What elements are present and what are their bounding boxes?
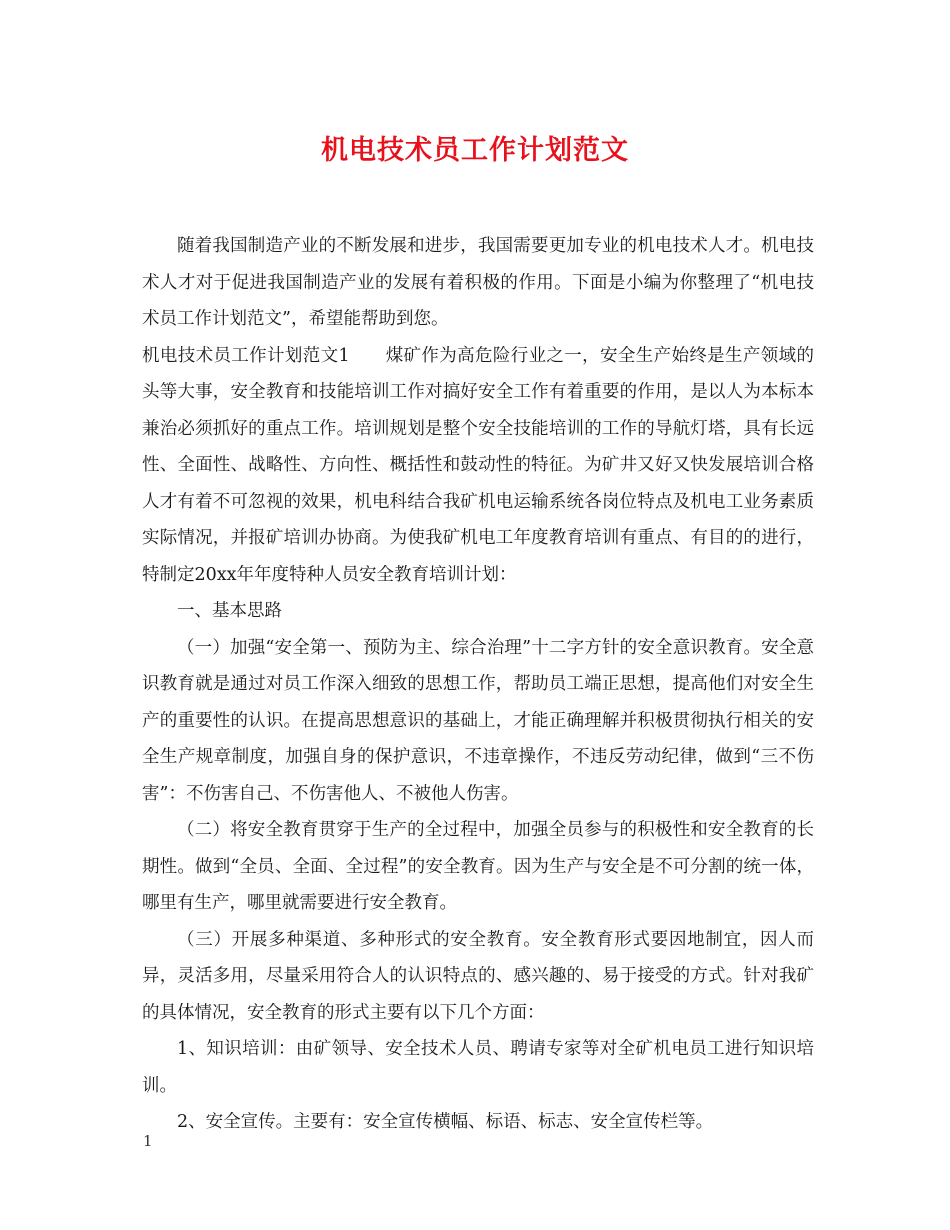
section-paragraph: 机电技术员工作计划范文1 煤矿作为高危险行业之一，安全生产始终是生产领域的头等大事，安全教育和技能培训工作对搞好安全工作有着重要的作用，是以人为本标本兼治必须抓好的重点工作。培训规划是整个安全技能培训的工作的导航灯塔，具有长远性、全面性、战略性、方向性、概括性和鼓动性的特征。为矿井又好又快发展培训合格人才有着不可忽视的效果，机电科结合我矿机电运输系统各岗位特点及机电工业务素质实际情况，并报矿培训办协商。为使我矿机电工年度教育培训有重点、有目的的进行，特制定20xx年年度特种人员安全教育培训计划： — [142, 345, 814, 585]
list-item: 2、安全宣传。主要有：安全宣传横幅、标语、标志、安全宣传栏等。 — [177, 1112, 714, 1132]
section-heading: 一、基本思路 — [177, 601, 282, 621]
body-paragraph: （三）开展多种渠道、多种形式的安全教育。安全教育形式要因地制宜，因人而异，灵活多用，尽量采用符合人的认识特点的、感兴趣的、易于接受的方式。针对我矿的具体情况，安全教育的形式主要有以下几个方面： — [142, 929, 814, 1023]
body-paragraph: （二）将安全教育贯穿于生产的全过程中，加强全员参与的积极性和安全教育的长期性。做到“全员、全面、全过程”的安全教育。因为生产与安全是不可分割的统一体，哪里有生产，哪里就需要进行安全教育。 — [142, 820, 814, 913]
body-paragraph: （一）加强“安全第一、预防为主、综合治理”十二字方针的安全意识教育。安全意识教育就是通过对员工作深入细致的思想工作，帮助员工端正思想，提高他们对安全生产的重要性的认识。在提高思想意识的基础上，才能正确理解并积极贯彻执行相关的安全生产规章制度，加强自身的保护意识，不违章操作，不违反劳动纪律，做到“三不伤害”：不伤害自己、不伤害他人、不被他人伤害。 — [142, 637, 814, 804]
intro-paragraph: 随着我国制造产业的不断发展和进步，我国需要更加专业的机电技术人才。机电技术人才对于促进我国制造产业的发展有着积极的作用。下面是小编为你整理了“机电技术员工作计划范文”，希望能帮助到您。 — [142, 236, 814, 329]
document-title: 机电技术员工作计划范文 — [321, 135, 629, 166]
page-number: 1 — [143, 1132, 153, 1150]
list-item: 1、知识培训：由矿领导、安全技术人员、聘请专家等对全矿机电员工进行知识培训。 — [142, 1039, 814, 1096]
document-body — [142, 228, 814, 1141]
